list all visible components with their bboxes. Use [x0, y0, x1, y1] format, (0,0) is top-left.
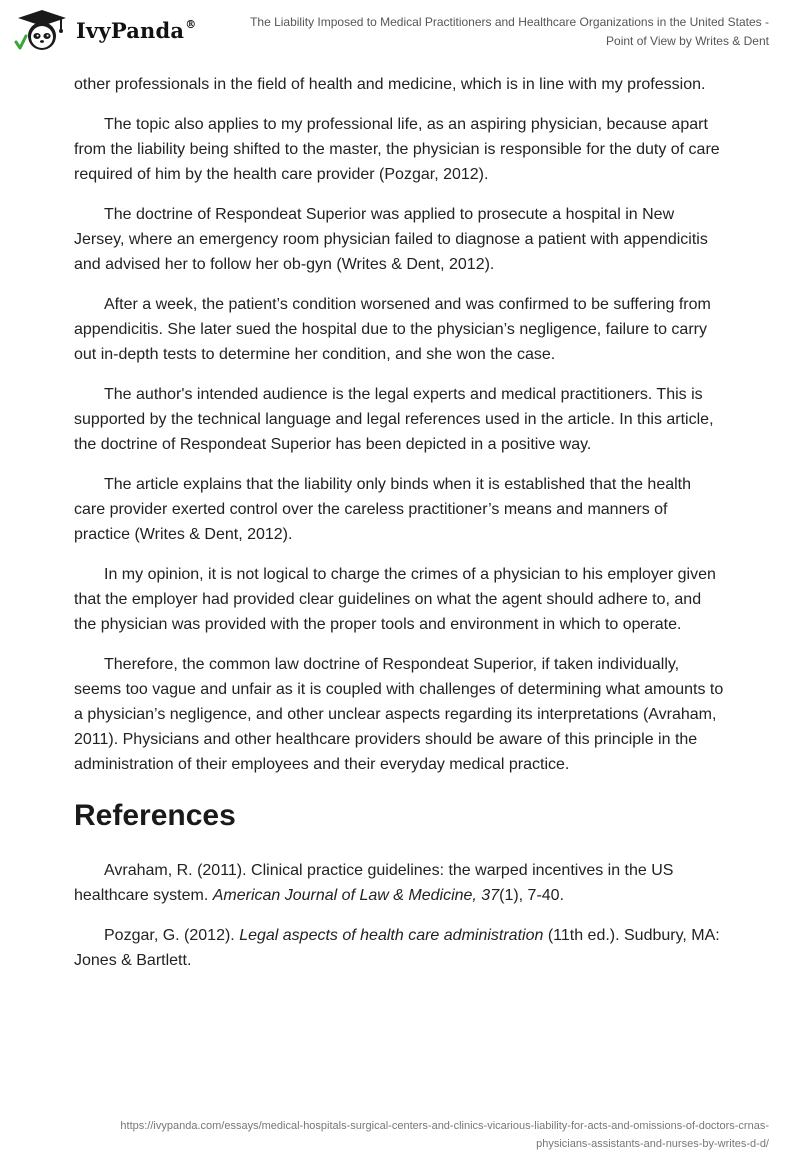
reference-item: Pozgar, G. (2012). Legal aspects of health care administration (11th ed.). Sudbury, MA: Jones & Bartlett. — [74, 927, 720, 969]
document-title-line-1: The Liability Imposed to Medical Practitioners and Healthcare Organizations in the United States - — [250, 15, 769, 29]
source-url-line-2: physicians-assistants-and-nurses-by-writes-d-d/ — [536, 1138, 769, 1150]
page-header — [0, 0, 800, 70]
paragraph: Therefore, the common law doctrine of Respondeat Superior, if taken individually, seems too vague and unfair as it is coupled with challenges of determining what amounts to a physician’s negligence, and other unclear aspects regarding its interpretations (Avraham, 2011). Physicians and other healthcare providers should be aware of this principle in the administration of their employees and their everyday medical practice. — [74, 656, 724, 773]
paragraph: After a week, the patient’s condition worsened and was confirmed to be suffering from appendicitis. She later sued the hospital due to the physician’s negligence, failure to carry out in-depth tests to determine her condition, and she won the case. — [74, 296, 711, 363]
reference-item: Avraham, R. (2011). Clinical practice guidelines: the warped incentives in the US healthcare system. American Journal of Law & Medicine, 37(1), 7-40. — [74, 862, 674, 904]
source-url-line-1: https://ivypanda.com/essays/medical-hospitals-surgical-centers-and-clinics-vicarious-liability-for-acts-and-omissions-of-doctors-crnas- — [120, 1120, 769, 1132]
paragraph: In my opinion, it is not logical to charge the crimes of a physician to his employer given that the employer had provided clear guidelines on what the agent should adhere to, and the physician was provided with the proper tools and environment in which to operate. — [74, 566, 716, 633]
source-url[interactable] — [9, 1117, 769, 1153]
essay-content — [74, 72, 724, 988]
brand-name: IvyPanda® — [76, 17, 197, 43]
paragraph: The article explains that the liability only binds when it is established that the health care provider exerted control over the careless practitioner’s means and manners of practice (Writes & Dent, 2012). — [74, 476, 692, 543]
document-title-line-2: Point of View by Writes & Dent — [606, 34, 769, 48]
ivypanda-logo[interactable] — [14, 8, 196, 52]
references-heading: References — [74, 799, 236, 832]
panda-graduate-icon — [14, 8, 70, 52]
paragraph: The topic also applies to my professional life, as an aspiring physician, because apart from the liability being shifted to the master, the physician is responsible for the duty of care required of him by the health care provider (Pozgar, 2012). — [74, 116, 720, 183]
document-title — [209, 13, 769, 51]
paragraph: The doctrine of Respondeat Superior was applied to prosecute a hospital in New Jersey, where an emergency room physician failed to diagnose a patient with appendicitis and advised her to follow her ob-gyn (Writes & Dent, 2012). — [74, 206, 708, 273]
paragraph-continuation: other professionals in the field of health and medicine, which is in line with my profession. — [74, 76, 706, 93]
paragraph: The author's intended audience is the legal experts and medical practitioners. This is supported by the technical language and legal references used in the article. In this article, the doctrine of Respondeat Superior has been depicted in a positive way. — [74, 386, 714, 453]
